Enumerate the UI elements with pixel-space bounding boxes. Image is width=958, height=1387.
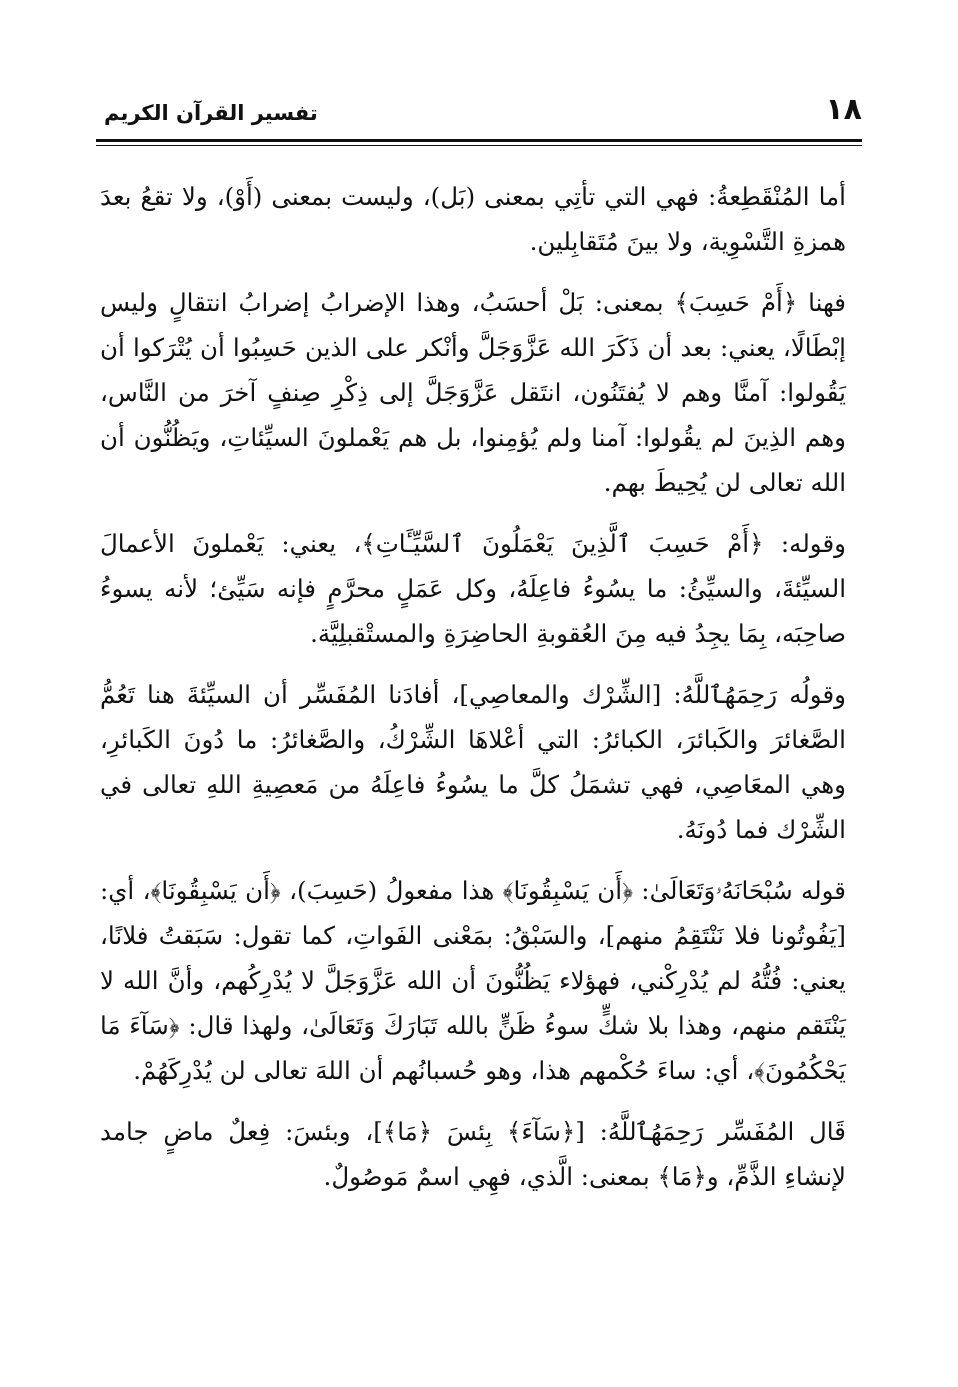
paragraph: قَال المُفَسِّر رَحِمَهُٱللَّهُ: [﴿سَآءَ﴾ بِئسَ ﴿مَا﴾]، وبئسَ: فِعلٌ ماضٍ جامد لإنشاءِ الذَّمِّ، و﴿مَا﴾ بمعنى: الَّذي، فهِي اسمٌ مَوصُولٌ.: [100, 1117, 846, 1191]
paragraph: وقولُه رَحِمَهُٱللَّهُ: [الشِّرْك والمعاصِي]، أفادَنا المُفَسِّر أن السيِّئةَ هنا تَعُمُّ الصَّغائرَ والكَبائرَ، الكبائرُ: التي أعْلاهَا الشِّرْكُ، والصَّغائرُ: ما دُونَ الكَبائرِ، وهي المعَاصِي، فهي تشمَلُ كلَّ ما يسُوءُ فاعِلَهُ من مَعصِيةِ اللهِ تعالى في الشِّرْك فما دُونَهُ.: [100, 680, 846, 844]
paragraph: وقوله: ﴿أَمْ حَسِبَ ٱلَّذِينَ يَعْمَلُونَ ٱلسَّيِّـَٔاتِ﴾، يعني: يَعْملونَ الأعمالَ السيِّئةَ، والسيِّئُ: ما يسُوءُ فاعِلَهُ، وكل عَمَلٍ محرَّمٍ فإنه سَيِّئ؛ لأنه يسوءُ صاحِبَه، بِمَا يجِدُ فيه مِنَ العُقوبةِ الحاضِرَةِ والمستْقبلِيَّة.: [100, 529, 846, 648]
paragraph: فهنا ﴿أَمْ حَسِبَ﴾ بمعنى: بَلْ أحسَبُ، وهذا الإضرابُ إضرابُ انتقالٍ وليس إبْطَالًا، يعني: بعد أن ذَكَرَ الله عَزَّوَجَلَّ وأنْكر على الذين حَسِبُوا أن يُتْرَكوا أن يَقُولوا: آمنَّا وهم لا يُفتَنُون، انتَقل عَزَّوَجَلَّ إلى ذِكْرِ صِنفٍ آخرَ من النَّاس، وهم الذِينَ لم يقُولوا: آمنا ولم يُؤمِنوا، بل هم يَعْملونَ السيِّئاتِ، ويَظُنُّون أن الله تعالى لن يُحِيطَ بهم.: [100, 288, 846, 497]
page-body: [100, 174, 846, 1215]
running-title: تفسير القرآن الكريم: [104, 101, 318, 125]
header-divider: [96, 139, 862, 142]
header-divider-thin: [96, 145, 862, 146]
page-header: [96, 92, 862, 132]
page-number: ١٨: [825, 92, 862, 127]
paragraph: أما المُنْقَطِعةُ: فهي التي تأتِي بمعنى (بَل)، وليست بمعنى (أَوْ)، ولا تقعُ بعدَ همزةِ التَّسْوِية، ولا بينَ مُتَقابِلين.: [100, 182, 846, 256]
paragraph: قوله سُبْحَانَهُۥوَتَعَالَىٰ: ﴿أَن يَسْبِقُونَا﴾ هذا مفعولُ (حَسِبَ)، ﴿أَن يَسْبِقُونَا﴾، أي: [يَفُوتُونا فلا نَنْتَقِمُ منهم]، والسَبْقُ: بمَعْنى الفَواتِ، كما تقول: سَبَقتُ فلانًا، يعني: فُتُّهُ لم يُدْرِكْني، فهؤلاء يَظُنُّونَ أن الله عَزَّوَجَلَّ لا يُدْرِكُهم، وأنَّ الله لا يَنْتَقم منهم، وهذا بلا شكٍّ سوءُ ظَنٍّ بالله تَبَارَكَ وَتَعَالَىٰ، ولهذا قال: ﴿سَآءَ مَا يَحْكُمُونَ﴾، أي: ساءَ حُكْمهم هذا، وهو حُسبانُهم أن اللهَ تعالى لن يُدْرِكَهُمْ.: [100, 876, 846, 1085]
